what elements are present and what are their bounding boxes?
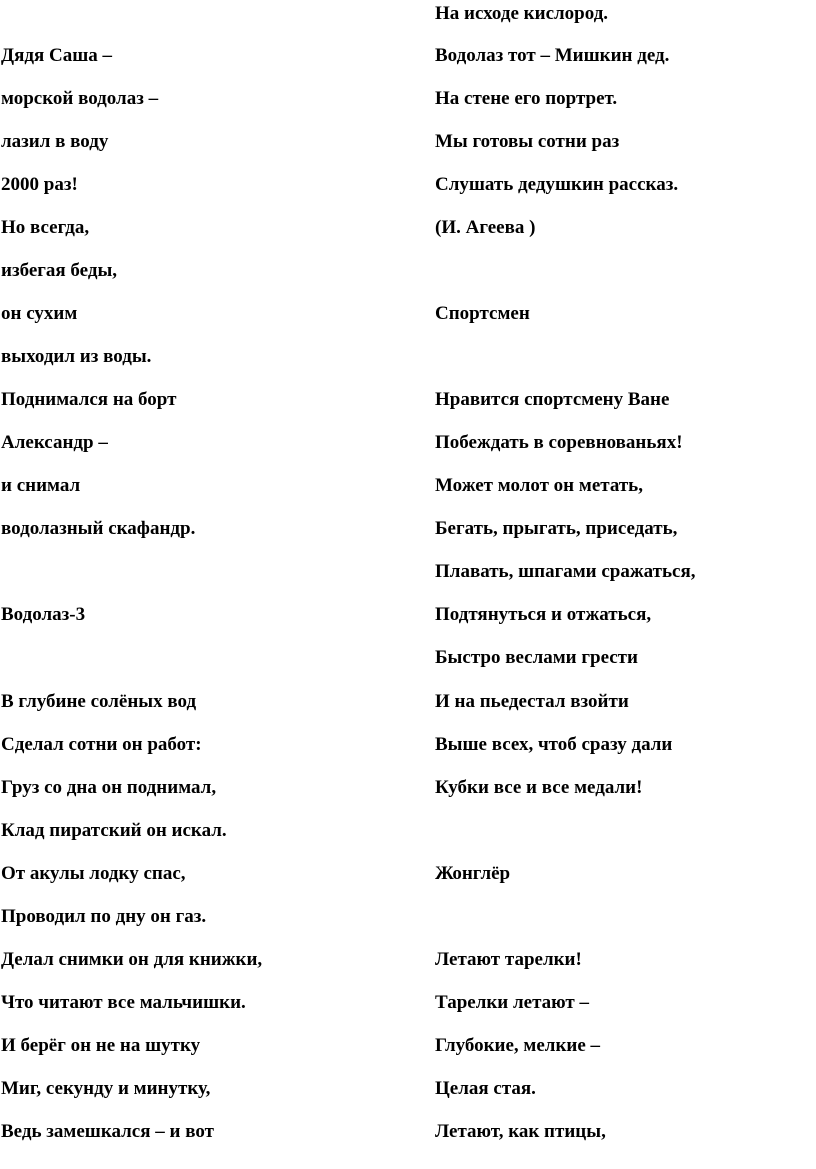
poem-line: Поднимался на борт — [1, 389, 177, 410]
poem-line: В глубине солёных вод — [1, 691, 197, 712]
poem-line: Нравится спортсмену Ване — [435, 389, 670, 410]
poem-line: Миг, секунду и минутку, — [1, 1078, 211, 1099]
poem-line: Целая стая. — [435, 1078, 536, 1099]
poem-line: Может молот он метать, — [435, 475, 643, 496]
poem-line: И на пьедестал взойти — [435, 691, 629, 712]
poem-title: Водолаз-3 — [1, 604, 86, 625]
poem-line: На стене его портрет. — [435, 88, 618, 109]
poem-line: Побеждать в соревнованьях! — [435, 432, 683, 453]
poem-line: он сухим — [1, 303, 78, 324]
poem-line: Водолаз тот – Мишкин дед. — [435, 45, 670, 66]
poem-line: 2000 раз! — [1, 174, 78, 195]
poem-line: Кубки все и все медали! — [435, 777, 643, 798]
poem-line: Но всегда, — [1, 217, 90, 238]
poem-line: избегая беды, — [1, 260, 118, 281]
poem-line: водолазный скафандр. — [1, 518, 196, 539]
poem-author: (И. Агеева ) — [435, 217, 536, 238]
poem-line: Выше всех, чтоб сразу дали — [435, 734, 673, 755]
poem-line: лазил в воду — [1, 131, 109, 152]
poem-line: Подтянуться и отжаться, — [435, 604, 652, 625]
poem-line: Мы готовы сотни раз — [435, 131, 620, 152]
poem-line: Тарелки летают – — [435, 992, 590, 1013]
poem-line: Груз со дна он поднимал, — [1, 777, 217, 798]
poem-line: морской водолаз – — [1, 88, 159, 109]
poem-title: Спортсмен — [435, 303, 530, 324]
poem-line: Клад пиратский он искал. — [1, 820, 227, 841]
poem-line: От акулы лодку спас, — [1, 863, 186, 884]
poem-line: Быстро веслами грести — [435, 647, 638, 668]
poem-line: Делал снимки он для книжки, — [1, 949, 263, 970]
poem-line: Дядя Саша – — [1, 45, 113, 66]
poem-line: Ведь замешкался – и вот — [1, 1121, 214, 1142]
poem-line: Плавать, шпагами сражаться, — [435, 561, 696, 582]
poem-line: Что читают все мальчишки. — [1, 992, 246, 1013]
poem-line: выходил из воды. — [1, 346, 152, 367]
poem-line: и снимал — [1, 475, 81, 496]
poem-line: Летают, как птицы, — [435, 1121, 606, 1142]
poem-title: Жонглёр — [435, 863, 511, 884]
poem-line: На исходе кислород. — [435, 3, 609, 24]
poem-line: Александр – — [1, 432, 108, 453]
poem-line: Слушать дедушкин рассказ. — [435, 174, 679, 195]
poem-line: Сделал сотни он работ: — [1, 734, 202, 755]
poem-line: Глубокие, мелкие – — [435, 1035, 601, 1056]
poem-line: И берёг он не на шутку — [1, 1035, 201, 1056]
poem-line: Бегать, прыгать, приседать, — [435, 518, 678, 539]
poem-line: Летают тарелки! — [435, 949, 582, 970]
poem-line: Проводил по дну он газ. — [1, 906, 207, 927]
